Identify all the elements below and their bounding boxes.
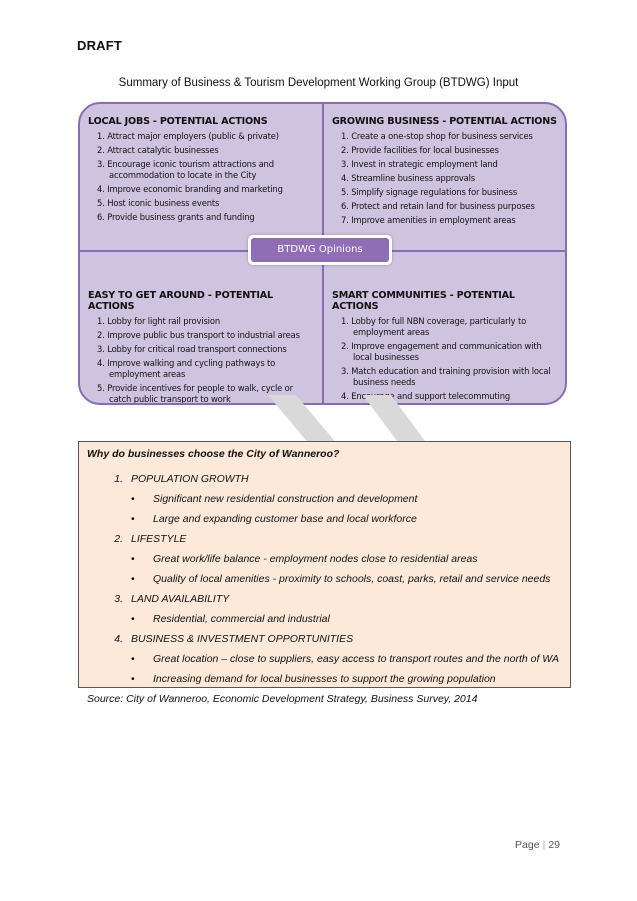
action-item: 6. Protect and retain land for business purposes: [341, 201, 535, 211]
quadrant-heading: EASY TO GET AROUND - POTENTIAL ACTIONS: [88, 290, 273, 312]
reason-item: [105, 533, 562, 545]
action-item: 6. Provide business grants and funding: [97, 212, 255, 222]
action-list: [330, 316, 559, 402]
bullet-text: Quality of local amenities - proximity to schools, coast, parks, retail and service needs: [153, 573, 551, 585]
action-item: 3. Lobby for critical road transport connections: [97, 344, 287, 354]
reason-number: 4.: [114, 633, 123, 645]
quadrant-growing-business: [324, 104, 565, 250]
quadrant-heading: LOCAL JOBS - POTENTIAL ACTIONS: [88, 116, 268, 127]
action-list: [86, 131, 316, 223]
quadrant-heading: SMART COMMUNITIES - POTENTIAL ACTIONS: [332, 290, 515, 312]
action-item: 7. Improve amenities in employment areas: [341, 215, 516, 225]
bullet-text: Increasing demand for local businesses to support the growing population: [153, 673, 496, 685]
action-item: 3. Invest in strategic employment land: [341, 159, 498, 169]
reason-title: LAND AVAILABILITY: [131, 593, 230, 605]
bullet-dot-icon: •: [131, 493, 135, 505]
bullet-text: Great location – close to suppliers, easy access to transport routes and the north of WA: [153, 653, 560, 665]
reason-bullet: [131, 493, 562, 505]
bullet-text: Residential, commercial and industrial: [153, 613, 330, 625]
action-item: 3. Encourage iconic tourism attractions and accommodation to locate in the City: [97, 159, 274, 180]
reasons-list: [87, 473, 562, 685]
bullet-dot-icon: •: [131, 573, 135, 585]
page-number-value: 29: [548, 839, 560, 851]
bullet-dot-icon: •: [131, 653, 135, 665]
bullet-text: Large and expanding customer base and local workforce: [153, 513, 417, 525]
reason-bullet: [131, 513, 562, 525]
reason-bullet: [131, 653, 562, 665]
action-item: 1. Attract major employers (public & private): [97, 131, 279, 141]
action-item: 1. Create a one-stop shop for business services: [341, 131, 533, 141]
quadrant-easy-to-get-around: [80, 252, 322, 403]
reason-number: 3.: [114, 593, 123, 605]
reason-title: LIFESTYLE: [131, 533, 187, 545]
action-item: 2. Improve public bus transport to industrial areas: [97, 330, 300, 340]
bullet-dot-icon: •: [131, 513, 135, 525]
action-item: 5. Provide incentives for people to walk, cycle or catch public transport to work: [97, 383, 293, 404]
bullet-dot-icon: •: [131, 673, 135, 685]
action-item: 1. Lobby for full NBN coverage, particularly to employment areas: [341, 316, 527, 337]
bullet-text: Great work/life balance - employment nodes close to residential areas: [153, 553, 478, 565]
action-item: 2. Attract catalytic businesses: [97, 145, 219, 155]
box-heading: Why do businesses choose the City of Wanneroo?: [87, 448, 340, 460]
action-item: 5. Host iconic business events: [97, 198, 220, 208]
bullet-text: Significant new residential construction and development: [153, 493, 418, 505]
action-item: 4. Improve walking and cycling pathways to employment areas: [97, 358, 276, 379]
quadrant-local-jobs: [80, 104, 322, 250]
action-list: [86, 316, 316, 405]
action-item: 3. Match education and training provision with local business needs: [341, 366, 551, 387]
reason-title: POPULATION GROWTH: [131, 473, 249, 485]
action-item: 4. Encourage and support telecommuting: [341, 391, 511, 401]
reason-bullet: [131, 613, 562, 625]
btdwg-opinions-badge: [248, 235, 392, 265]
page-title: Summary of Business & Tourism Development Working Group (BTDWG) Input: [118, 77, 519, 89]
reason-bullet: [131, 553, 562, 565]
why-businesses-box: [78, 441, 571, 705]
reason-number: 1.: [114, 473, 123, 485]
reason-bullet: [131, 673, 562, 685]
bullet-dot-icon: •: [131, 613, 135, 625]
reason-title: BUSINESS & INVESTMENT OPPORTUNITIES: [131, 633, 354, 645]
bullet-dot-icon: •: [131, 553, 135, 565]
reason-number: 2.: [114, 533, 123, 545]
action-item: 4. Streamline business approvals: [341, 173, 476, 183]
page-label: Page: [515, 839, 540, 851]
page-number: [515, 839, 560, 851]
action-item: 1. Lobby for light rail provision: [97, 316, 220, 326]
reason-item: [105, 593, 562, 605]
reason-item: [105, 473, 562, 485]
action-item: 5. Simplify signage regulations for business: [341, 187, 518, 197]
reason-bullet: [131, 573, 562, 585]
quadrant-smart-communities: [324, 252, 565, 403]
draft-watermark: [268, 395, 428, 445]
reason-item: [105, 633, 562, 645]
action-item: 2. Provide facilities for local businesses: [341, 145, 499, 155]
action-item: 2. Improve engagement and communication with local businesses: [341, 341, 542, 362]
draft-label: DRAFT: [77, 38, 123, 53]
quadrant-heading: GROWING BUSINESS - POTENTIAL ACTIONS: [332, 116, 557, 127]
page-separator: |: [542, 839, 546, 851]
source-note: Source: City of Wanneroo, Economic Development Strategy, Business Survey, 2014: [87, 693, 478, 705]
badge-label: BTDWG Opinions: [251, 238, 389, 262]
action-list: [330, 131, 559, 226]
action-item: 4. Improve economic branding and marketing: [97, 184, 283, 194]
